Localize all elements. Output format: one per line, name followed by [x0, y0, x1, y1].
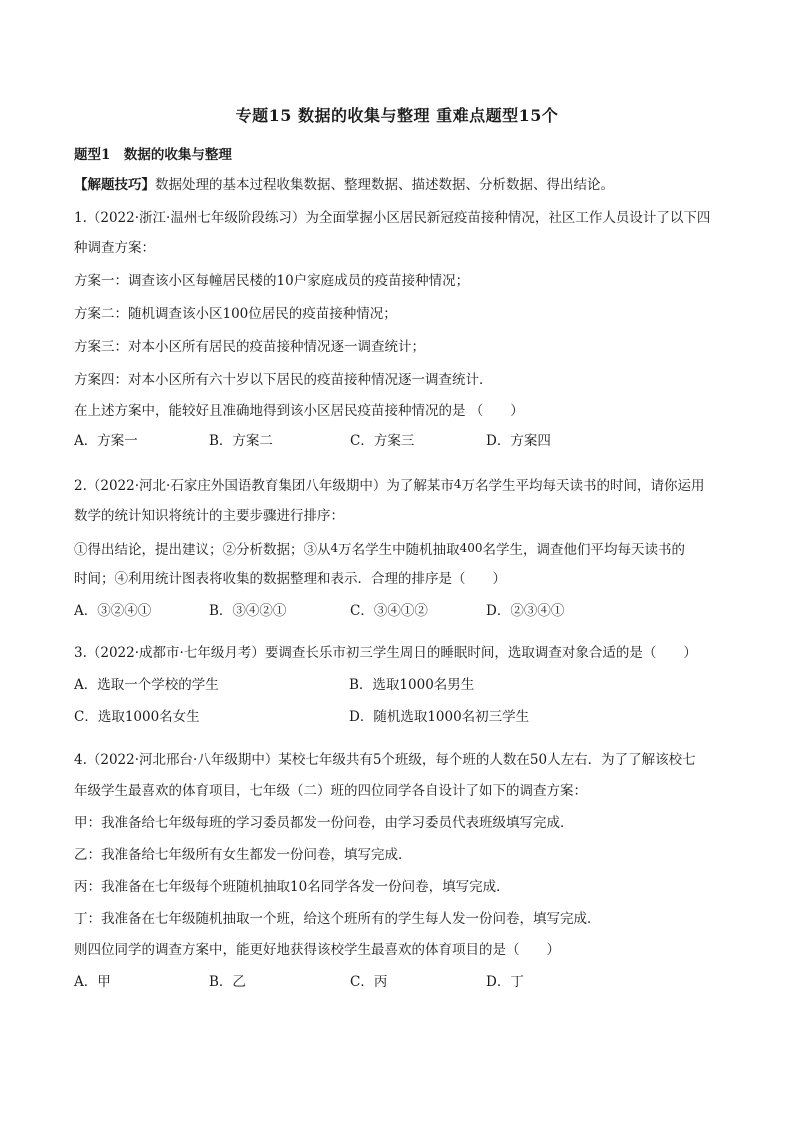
q3-line1: 3.（2022·成都市·七年级月考）要调查长乐市初三学生周日的睡眠时间，选取调查对象合适的是（ ）: [74, 645, 697, 661]
q1-plan1: 方案一：调查该小区每幢居民楼的10户家庭成员的疫苗接种情况；: [74, 273, 470, 289]
q4-line2: 年级学生最喜欢的体育项目，七年级（二）班的四位同学各自设计了如下的调查方案：: [74, 783, 587, 799]
q2-option-a[interactable]: A．③②④①: [74, 603, 152, 619]
q2-line4: 时间；④利用统计图表将收集的数据整理和表示．合理的排序是（ ）: [74, 571, 506, 587]
q4-option-b[interactable]: B．乙: [209, 974, 246, 990]
q2-line1-part-b: 万名学生平均每天读书的时间，请你运用: [461, 478, 705, 494]
q4-option-c[interactable]: C．丙: [350, 974, 388, 990]
q4-plan-yi: 乙：我准备给七年级所有女生都发一份问卷，填写完成．: [74, 847, 412, 863]
q3-option-c[interactable]: C．选取1000名女生: [74, 709, 200, 725]
q1-line2: 种调查方案：: [74, 240, 155, 256]
q2-line3-number-2: 400: [459, 541, 483, 555]
q2-option-d[interactable]: D．②③④①: [486, 603, 565, 619]
q1-plan3: 方案三：对本小区所有居民的疫苗接种情况逐一调查统计；: [74, 339, 425, 355]
q2-line1: [74, 474, 704, 496]
q1-question: 在上述方案中，能较好且准确地得到该小区居民疫苗接种情况的是 （ ）: [74, 403, 524, 419]
q3-option-a[interactable]: A．选取一个学校的学生: [74, 677, 219, 693]
q1-line1: 1.（2022·浙江·温州七年级阶段练习）为全面掌握小区居民新冠疫苗接种情况，社区工作人员设计了以下四: [74, 210, 711, 226]
q1-option-c[interactable]: C．方案三: [350, 433, 415, 449]
q2-line3-number-1: 4: [330, 541, 339, 555]
q2-line1-part-a: 2.（2022·河北·石家庄外国语教育集团八年级期中）为了解某市: [74, 478, 454, 494]
solving-tip: [74, 175, 614, 195]
q4-option-a[interactable]: A．甲: [74, 974, 111, 990]
q4-plan-bing: 丙：我准备在七年级每个班随机抽取10名同学各发一份问卷，填写完成．: [74, 879, 510, 895]
q4-plan-jia: 甲：我准备给七年级每班的学习委员都发一份问卷，由学习委员代表班级填写完成．: [74, 815, 574, 831]
q4-option-d[interactable]: D．丁: [486, 974, 524, 990]
page-title: 专题15 数据的收集与整理 重难点题型15个: [235, 106, 559, 125]
q2-line3-part-c: 名学生，调查他们平均每天读书的: [482, 542, 686, 558]
q3-option-b[interactable]: B．选取1000名男生: [349, 677, 475, 693]
q1-option-b[interactable]: B．方案二: [209, 433, 273, 449]
q2-option-b[interactable]: B．③④②①: [209, 603, 287, 619]
q2-line3-part-b: 万名学生中随机抽取: [338, 542, 460, 558]
tip-text: 数据处理的基本过程收集数据、整理数据、描述数据、分析数据、得出结论。: [155, 177, 614, 193]
q2-line3-part-a: ①得出结论，提出建议；②分析数据；③从: [74, 542, 331, 558]
q4-plan-ding: 丁：我准备在七年级随机抽取一个班，给这个班所有的学生每人发一份问卷，填写完成．: [74, 911, 601, 927]
q1-plan2: 方案二：随机调查该小区100位居民的疫苗接种情况；: [74, 306, 397, 322]
q2-line1-number: 4: [453, 477, 462, 491]
q2-line2: 数学的统计知识将统计的主要步骤进行排序：: [74, 508, 344, 524]
q3-option-d[interactable]: D．随机选取1000名初三学生: [349, 709, 530, 725]
q1-option-d[interactable]: D．方案四: [486, 433, 551, 449]
q1-plan4: 方案四：对本小区所有六十岁以下居民的疫苗接种情况逐一调查统计．: [74, 372, 493, 388]
q4-line1: 4.（2022·河北邢台·八年级期中）某校七年级共有5个班级，每个班的人数在50人左右．为了了解该校七: [74, 752, 696, 768]
q1-option-a[interactable]: A．方案一: [74, 433, 138, 449]
tip-label: 【解题技巧】: [74, 177, 155, 193]
q2-line3: [74, 538, 685, 560]
q4-question: 则四位同学的调查方案中，能更好地获得该校学生最喜欢的体育项目的是（ ）: [74, 942, 560, 958]
q2-option-c[interactable]: C．③④①②: [350, 603, 428, 619]
section-heading: 题型1 数据的收集与整理: [74, 147, 232, 163]
